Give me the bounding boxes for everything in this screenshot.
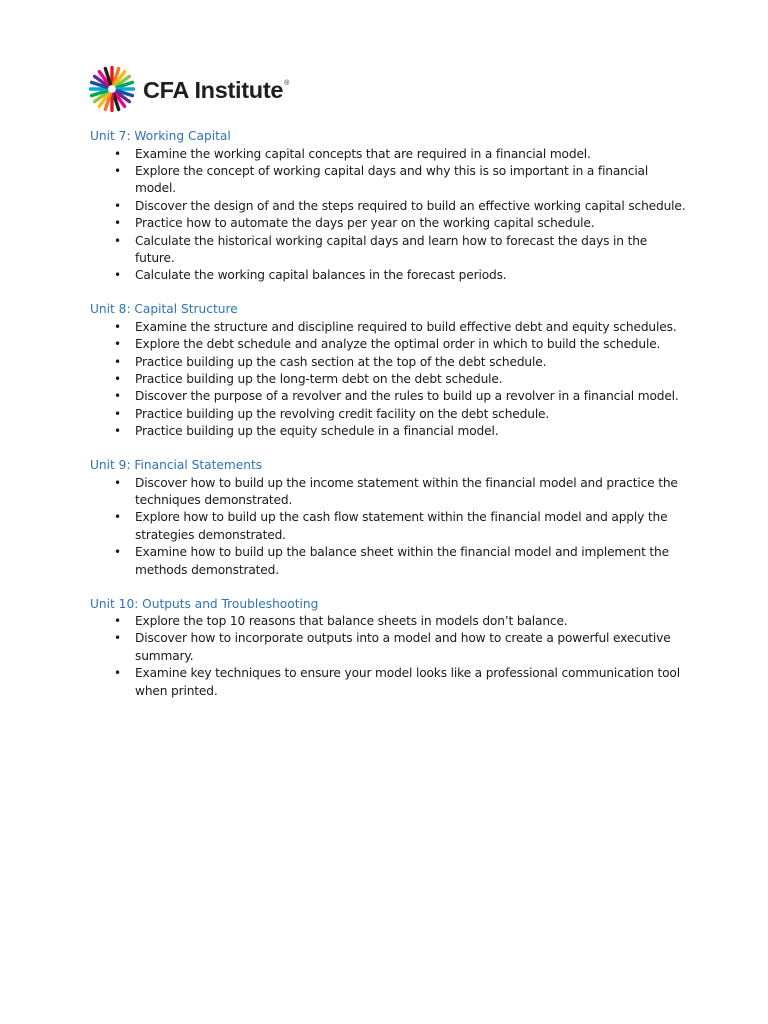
logo-wordmark: CFA Institute® (143, 76, 290, 103)
unit-section (90, 457, 690, 579)
bullet-item: • Explore the concept of working capital days and why this is so important in a financial model. (114, 163, 649, 196)
bullet-marker: • (114, 337, 121, 352)
unit-heading: Unit 10: Outputs and Troubleshooting (90, 596, 319, 611)
bullet-item: • Explore the debt schedule and analyze the optimal order in which to build the schedule. (90, 336, 690, 353)
bullet-marker: • (114, 146, 121, 161)
bullet-item: • Discover how to build up the income statement within the financial model and practice the techniques demonstrated. (114, 475, 678, 507)
unit-heading: Unit 7: Working Capital (90, 129, 231, 143)
unit-heading: Unit 8: Capital Structure (90, 302, 238, 317)
bullet-marker: • (114, 216, 121, 231)
bullet-marker: • (114, 666, 121, 681)
cfa-institute-logo (89, 66, 289, 112)
bullet-list (90, 146, 690, 285)
bullet-item: • Practice building up the long-term debt on the debt schedule. (90, 371, 690, 388)
bullet-marker: • (114, 371, 121, 386)
bullet-marker: • (114, 319, 121, 334)
bullet-marker: • (114, 163, 121, 178)
bullet-item: • Discover the purpose of a revolver and the rules to build up a revolver in a financial model. (90, 388, 690, 405)
bullet-marker: • (114, 389, 121, 404)
document-body (90, 128, 690, 717)
bullet-marker: • (114, 268, 121, 283)
unit-section (90, 128, 690, 285)
bullet-item: • Calculate the working capital balances in the forecast periods. (90, 267, 690, 284)
bullet-marker: • (114, 545, 121, 560)
bullet-item: • Explore the top 10 reasons that balance sheets in models don’t balance. (90, 613, 690, 630)
bullet-item: • Examine how to build up the balance sheet within the financial model and implement the methods demonstrated. (114, 545, 669, 577)
bullet-marker: • (114, 510, 121, 525)
unit-section (90, 596, 690, 701)
bullet-marker: • (114, 424, 121, 439)
bullet-item: • Practice building up the cash section at the top of the debt schedule. (90, 354, 690, 371)
bullet-item: • Calculate the historical working capital days and learn how to forecast the days in the future. (114, 233, 648, 265)
bullet-item: • Practice building up the equity schedule in a financial model. (90, 423, 690, 440)
unit-heading: Unit 9: Financial Statements (90, 458, 263, 473)
bullet-item: • Examine the structure and discipline required to build effective debt and equity schedules. (90, 319, 690, 336)
bullet-marker: • (114, 198, 121, 213)
bullet-marker: • (114, 406, 121, 421)
bullet-item: • Examine the working capital concepts that are required in a financial model. (90, 146, 690, 163)
bullet-item: • Practice how to automate the days per year on the working capital schedule. (90, 215, 690, 232)
bullet-item: • Discover the design of and the steps required to build an effective working capital schedule. (90, 198, 690, 215)
bullet-list (90, 475, 690, 579)
bullet-list (90, 319, 690, 441)
bullet-marker: • (114, 233, 121, 248)
cfa-starburst-icon (89, 66, 135, 112)
bullet-marker: • (114, 475, 121, 490)
bullet-item: • Practice building up the revolving credit facility on the debt schedule. (90, 406, 690, 423)
bullet-marker: • (114, 631, 121, 646)
bullet-item: • Examine key techniques to ensure your model looks like a professional communication tool when printed. (114, 666, 680, 698)
bullet-marker: • (114, 354, 121, 369)
bullet-item: • Discover how to incorporate outputs into a model and how to create a powerful executive summary. (114, 631, 671, 663)
bullet-item: • Explore how to build up the cash flow statement within the financial model and apply the strategies demonstrated. (114, 510, 668, 542)
bullet-list (90, 613, 690, 700)
unit-section (90, 301, 690, 440)
bullet-marker: • (114, 614, 121, 629)
